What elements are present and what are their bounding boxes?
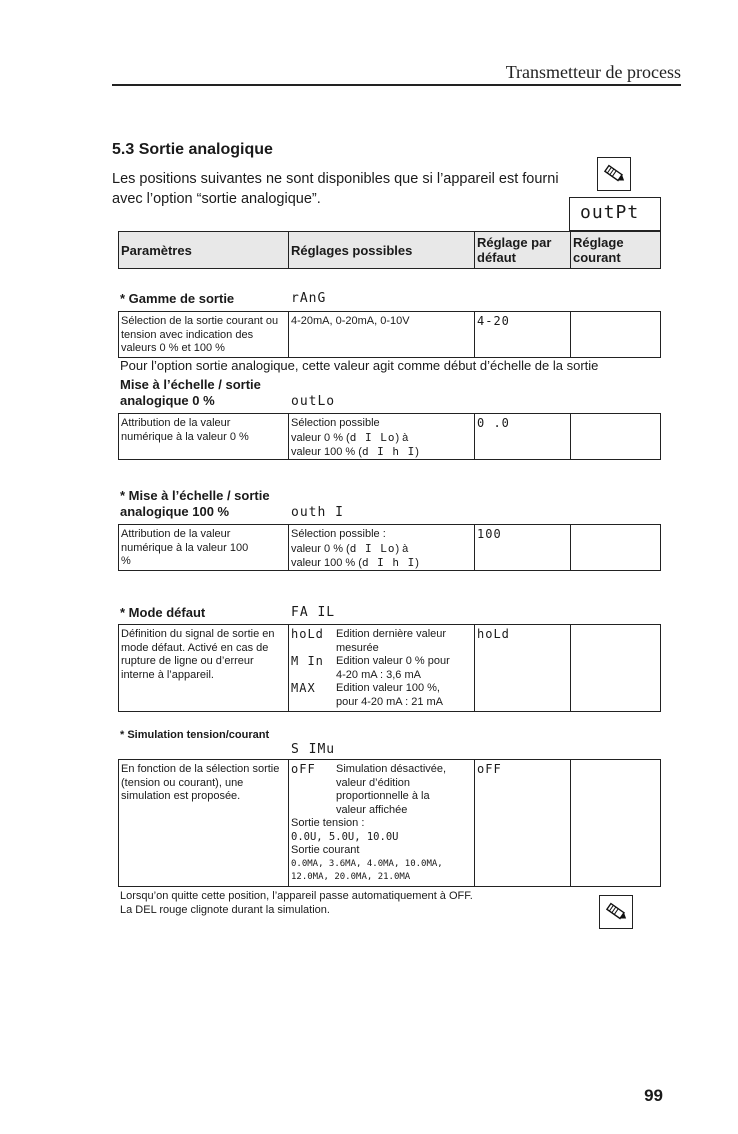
defaut-default: hoLd (477, 627, 510, 641)
scale100-settings: Sélection possible : valeur 0 % (d I Lo) à valeur 100 % (d I h I) (291, 528, 419, 569)
scale0-default: 0 .0 (477, 416, 510, 430)
scale100-default: 100 (477, 527, 502, 541)
gamme-desc: Sélection de la sortie courant ou tension avec indication des valeurs 0 % et 100 % (121, 315, 279, 354)
output-menu-code: outPt (569, 197, 661, 231)
header-param: Paramètres (121, 242, 192, 258)
scale0-code: outLo (291, 394, 336, 409)
defaut-option: hoLd Edition dernière valeur mesurée (291, 627, 447, 654)
table-row (118, 624, 661, 712)
simulation-default: oFF (477, 762, 502, 776)
header-rule (112, 84, 681, 86)
defaut-option: M In Edition valeur 0 % pour 4-20 mA : 3,6 mA (291, 654, 450, 681)
scale0-settings: Sélection possible valeur 0 % (d I Lo) à valeur 100 % (d I h I) (291, 417, 419, 458)
defaut-options (291, 628, 471, 709)
simulation-label: * Simulation tension/courant (120, 729, 270, 741)
scale0-desc: Attribution de la valeur numérique à la valeur 0 % (121, 417, 249, 443)
scale100-code: outh I (291, 505, 344, 520)
table-row (118, 413, 661, 460)
defaut-code: FA IL (291, 605, 336, 620)
gamme-settings: 4-20mA, 0-20mA, 0-10V (291, 315, 410, 327)
table-row (118, 311, 661, 358)
section-title: 5.3 Sortie analogique (112, 141, 273, 158)
section-intro: Les positions suivantes ne sont disponibles que si l’appareil est fourni avec l’option “sortie analogique”. (112, 171, 559, 207)
simulation-settings: oFF Simulation désactivée, valeur d’édition proportionnelle à la valeur affichée Sortie tension : 0.0U, 5.0U, 10.0U Sortie courant 0.0MA, 3.6MA, 4.0MA, 10.0MA, 12.0MA, 20.0MA, 21.0MA (291, 762, 447, 882)
gamme-code: rAnG (291, 291, 327, 306)
scale100-desc: Attribution de la valeur numérique à la valeur 100 % (121, 528, 249, 567)
scale100-label: * Mise à l’échelle / sortie analogique 100 % (120, 488, 270, 519)
gamme-default: 4-20 (477, 314, 510, 328)
simulation-code: S IMu (291, 742, 336, 757)
footer-note: Lorsqu’on quitte cette position, l’appareil passe automatiquement à OFF. La DEL rouge clignote durant la simulation. (120, 890, 473, 916)
pencil-note-icon (599, 895, 633, 929)
running-header: Transmetteur de process (505, 62, 681, 82)
table-row (118, 524, 661, 571)
table-row (118, 759, 661, 887)
defaut-label: * Mode défaut (120, 605, 206, 620)
table-header (118, 231, 661, 269)
gamme-label: * Gamme de sortie (120, 291, 235, 306)
defaut-option: MAX Edition valeur 100 %, pour 4-20 mA : 21 mA (291, 681, 443, 708)
option-note: Pour l’option sortie analogique, cette valeur agit comme début d’échelle de la sortie (120, 358, 599, 373)
scale0-label: Mise à l’échelle / sortie analogique 0 % (120, 377, 261, 408)
defaut-desc: Définition du signal de sortie en mode défaut. Activé en cas de rupture de ligne ou d’erreur interne à l’appareil. (121, 628, 275, 681)
header-default: Réglage par défaut (477, 235, 552, 265)
page-number: 99 (644, 1086, 663, 1105)
simulation-desc: En fonction de la sélection sortie (tension ou courant), une simulation est proposée. (121, 763, 280, 802)
pencil-note-icon (597, 157, 631, 191)
header-settings: Réglages possibles (291, 242, 413, 258)
header-current: Réglage courant (573, 235, 624, 265)
